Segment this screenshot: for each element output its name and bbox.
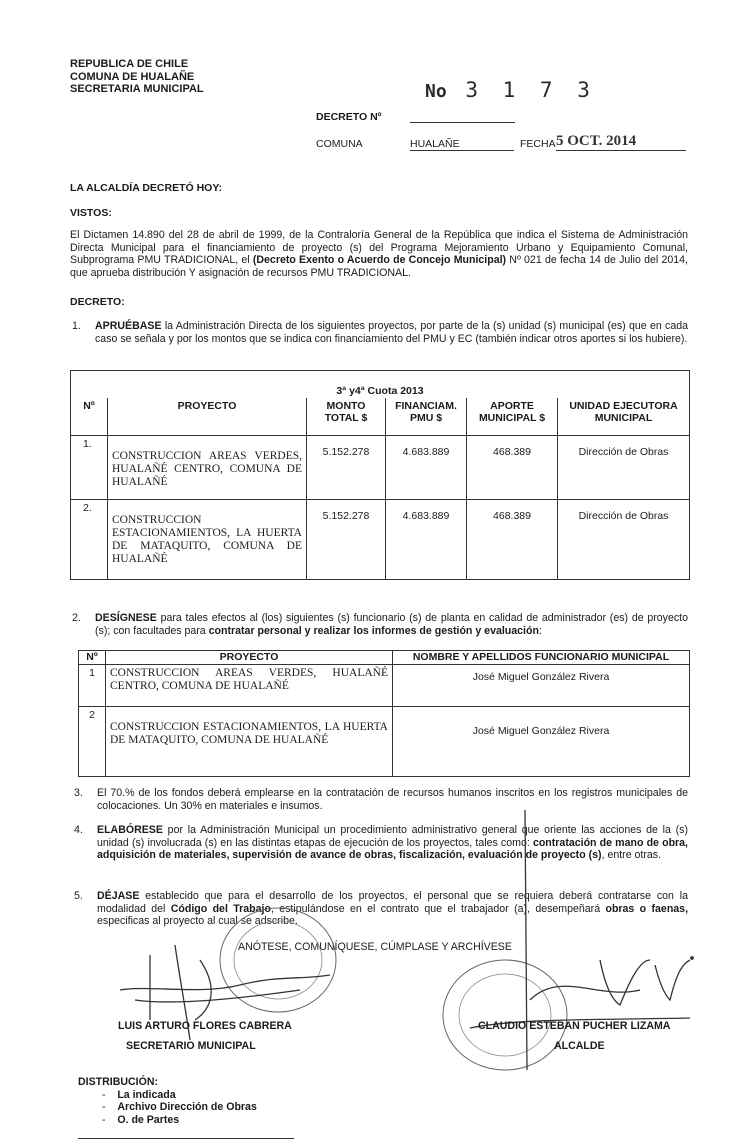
table1-header-monto: MONTO TOTAL $ xyxy=(307,398,386,436)
table1-row2-pmu: 4.683.889 xyxy=(386,500,467,580)
table1-row2-aporte: 468.389 xyxy=(467,500,558,580)
table2-row2-nombre: José Miguel González Rivera xyxy=(393,707,690,777)
table1-row1-proyecto: CONSTRUCCION AREAS VERDES, HUALAÑÉ CENTRO, COMUNA DE HUALAÑÉ xyxy=(108,436,307,500)
secretaria-seal xyxy=(220,908,336,1012)
distribution-title: DISTRIBUCIÓN: xyxy=(78,1076,159,1088)
item1-number: 1. xyxy=(72,320,81,332)
item5-text-a: establecido que para el desarrollo de los proyectos, el personal que se requiera deberá contratarse con la modalidad del xyxy=(97,890,688,915)
table1-row2-unidad: Dirección de Obras xyxy=(558,500,690,580)
comuna-value: HUALAÑE xyxy=(410,138,514,151)
distribution-block xyxy=(78,1076,257,1126)
item2-bold: DESÍGNESE xyxy=(95,612,157,624)
decreto-label: DECRETO Nº xyxy=(316,111,382,123)
table2-row1-proyecto: CONSTRUCCION AREAS VERDES, HUALAÑÉ CENTRO, COMUNA DE HUALAÑÉ xyxy=(106,665,393,707)
table1-row2-proyecto: CONSTRUCCION ESTACIONAMIENTOS, LA HUERTA DE MATAQUITO, COMUNA DE HUALAÑÉ xyxy=(108,500,307,580)
item5-text-b: , estipulándose en el contrato que el trabajador (a), desempeñará xyxy=(270,902,606,915)
table1-row2-n: 2. xyxy=(71,500,108,580)
right-signatory-block xyxy=(478,1016,670,1056)
table2-header-n: Nº xyxy=(79,651,106,665)
left-signatory-title: SECRETARIO MUNICIPAL xyxy=(126,1040,256,1052)
alcaldia-heading: LA ALCALDÍA DECRETÓ HOY: xyxy=(70,182,223,194)
item5-text-c: especificas al proyecto al cual se adscribe. xyxy=(97,915,298,928)
decreto-heading: DECRETO: xyxy=(70,296,125,308)
header-line-secretaria: SECRETARIA MUNICIPAL xyxy=(70,83,204,95)
fecha-stamp-value: 5 OCT. 2014 xyxy=(556,133,686,151)
table1-row1-n: 1. xyxy=(71,436,108,500)
table1-header-aporte: APORTE MUNICIPAL $ xyxy=(467,398,558,436)
table2-row2-proyecto: CONSTRUCCION ESTACIONAMIENTOS, LA HUERTA DE MATAQUITO, COMUNA DE HUALAÑÉ xyxy=(106,707,393,777)
table1-header-unidad: UNIDAD EJECUTORA MUNICIPAL xyxy=(558,398,690,436)
table2-row1-n: 1 xyxy=(79,665,106,707)
item5-bold3: obras o faenas, xyxy=(605,902,689,915)
item5-bold2: Código del Trabajo xyxy=(170,902,271,915)
table2-header-proyecto: PROYECTO xyxy=(106,651,393,665)
right-signatory-title: ALCALDE xyxy=(554,1040,605,1052)
table1-header-n: Nº xyxy=(71,398,108,436)
item2-number: 2. xyxy=(72,612,81,624)
item2-bold2: contratar personal y realizar los informes de gestión y evaluación xyxy=(208,624,539,637)
item1-bold: APRUÉBASE xyxy=(95,320,162,332)
right-signatory-name: CLAUDIO ESTEBAN PUCHER LIZAMA xyxy=(478,1020,671,1032)
item4-bold2: contratación de mano de obra, adquisición de materiales, supervisión de avance de obras, fiscalización, evaluación de proyecto (s) xyxy=(97,836,688,862)
table1-row1-monto: 5.152.278 xyxy=(307,436,386,500)
fecha-label: FECHA xyxy=(520,138,556,150)
item2-text-b: : xyxy=(538,624,542,637)
header-line-comuna: COMUNA DE HUALAÑE xyxy=(70,70,195,83)
item4-number: 4. xyxy=(74,824,83,836)
list-item: - La indicada xyxy=(102,1088,176,1101)
item4-bold: ELABÓRESE xyxy=(97,824,163,836)
comuna-label: COMUNA xyxy=(316,138,363,150)
table1-header-pmu: FINANCIAM. PMU $ xyxy=(386,398,467,436)
list-item: - O. de Partes xyxy=(102,1113,180,1126)
header-line-republic: REPUBLICA DE CHILE xyxy=(70,58,189,70)
item1-text: la Administración Directa de los siguientes proyectos, por parte de la (s) unidad (s) municipal (es) que en cada caso se señala y por los montos que se indica con financiamiento del PMU y EC (también indicar otros aportes si los hubiere). xyxy=(95,320,688,345)
table1-row1-aporte: 468.389 xyxy=(467,436,558,500)
vistos-text-b: Nº 021 de fecha 14 de Julio del 2014, que aprueba distribución Y asignación de recursos PMU TRADICIONAL. xyxy=(70,254,688,279)
table2-row1-nombre: José Miguel González Rivera xyxy=(393,665,690,707)
table1-row1-unidad: Dirección de Obras xyxy=(558,436,690,500)
vistos-text-bold: (Decreto Exento o Acuerdo de Concejo Municipal) xyxy=(252,254,507,267)
anotese-line: ANÓTESE, COMUNÍQUESE, CÚMPLASE Y ARCHÍVESE xyxy=(238,941,512,953)
item3-number: 3. xyxy=(74,787,83,799)
stamp-no-label: No xyxy=(425,81,447,102)
item5-bold: DÉJASE xyxy=(97,890,140,902)
vistos-text-a: El Dictamen 14.890 del 28 de abril de 1999, de la Contraloría General de la República que indica el Sistema de Administración Directa Municipal para el financiamiento de proyecto (s) del Programa Mejoramiento Urbano y Equipamiento Comunal, Subprograma PMU TRADICIONAL, el xyxy=(70,229,688,267)
item2-text-a: para tales efectos al (los) siguientes (s) funcionario (s) de planta en calidad de administrador (es) de proyecto (s); con facultades para xyxy=(95,612,688,637)
item3-paragraph: El 70.% de los fondos deberá emplearse en la contratación de recursos humanos inscritos en los registros municipales de colocaciones. Un 30% en materiales e insumos. xyxy=(97,787,688,812)
table1-row2-monto: 5.152.278 xyxy=(307,500,386,580)
item4-text-b: , entre otras. xyxy=(601,849,662,862)
distribution-underline xyxy=(78,1138,294,1139)
list-item: - Archivo Dirección de Obras xyxy=(102,1101,257,1113)
left-signatory-name: LUIS ARTURO FLORES CABRERA xyxy=(118,1020,292,1032)
item4-text-a: por la Administración Municipal un procedimiento administrativo general que oriente las acciones de la (s) unidad (s) involucrada (s) en las distintas etapas de ejecución de los proyectos, tales como: xyxy=(97,824,688,849)
item5-number: 5. xyxy=(74,890,83,902)
table1-caption: 3ª y4ª Cuota 2013 xyxy=(71,371,690,398)
left-signatory-block xyxy=(118,1016,292,1056)
table2-header-nombre: NOMBRE Y APELLIDOS FUNCIONARIO MUNICIPAL xyxy=(393,651,690,665)
table2-row2-n: 2 xyxy=(79,707,106,777)
stamp-number: 3 1 7 3 xyxy=(465,78,596,102)
table1-row1-pmu: 4.683.889 xyxy=(386,436,467,500)
table1-header-proyecto: PROYECTO xyxy=(108,398,307,436)
vistos-heading: VISTOS: xyxy=(70,207,112,219)
